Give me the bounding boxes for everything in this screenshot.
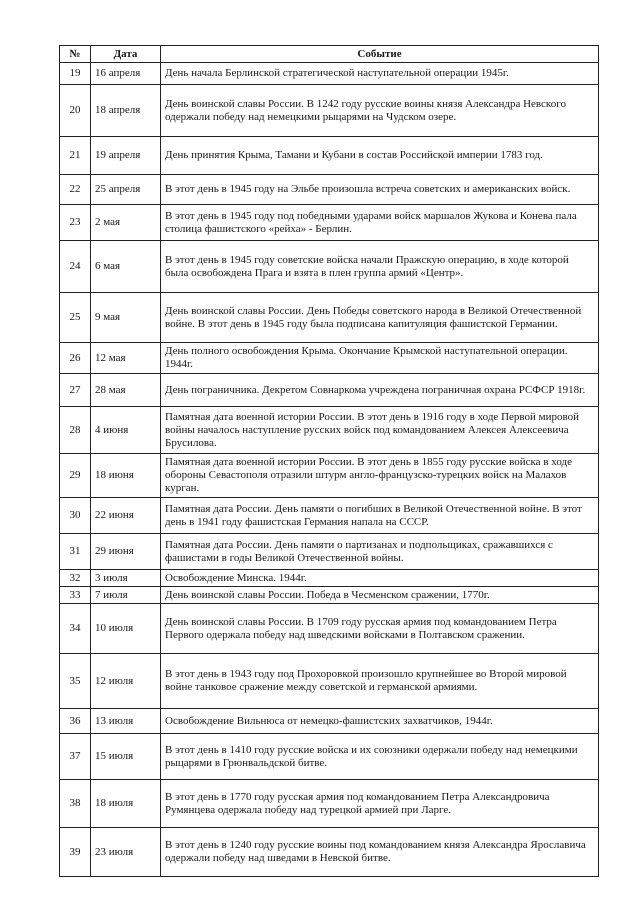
row-num: 35 xyxy=(60,654,91,709)
row-event: Освобождение Минска. 1944г. xyxy=(161,570,599,587)
row-date: 3 июля xyxy=(91,570,161,587)
table-row xyxy=(60,407,599,454)
row-event: В этот день в 1945 году под победными ударами войск маршалов Жукова и Конева пала столица фашистского «рейха» - Берлин. xyxy=(161,205,599,241)
table-row xyxy=(60,828,599,877)
table-row xyxy=(60,709,599,734)
header-date: Дата xyxy=(91,46,161,63)
row-num: 37 xyxy=(60,734,91,780)
row-event: День принятия Крыма, Тамани и Кубани в состав Российской империи 1783 год. xyxy=(161,137,599,175)
table-row xyxy=(60,654,599,709)
table-row xyxy=(60,587,599,604)
table-row xyxy=(60,85,599,137)
row-date: 12 июля xyxy=(91,654,161,709)
row-date: 15 июля xyxy=(91,734,161,780)
row-event: В этот день в 1945 году на Эльбе произошла встреча советских и американских войск. xyxy=(161,175,599,205)
header-row xyxy=(60,46,599,63)
row-date: 6 мая xyxy=(91,241,161,293)
table-row xyxy=(60,137,599,175)
row-event: В этот день в 1410 году русские войска и их союзники одержали победу над немецкими рыцарями в Грюнвальдской битве. xyxy=(161,734,599,780)
row-event: В этот день в 1240 году русские воины под командованием князя Александра Ярославича одержали победу над шведами в Невской битве. xyxy=(161,828,599,877)
header-event: Событие xyxy=(161,46,599,63)
events-table xyxy=(59,45,599,877)
row-num: 32 xyxy=(60,570,91,587)
row-event: В этот день в 1943 году под Прохоровкой произошло крупнейшее во Второй мировой войне танковое сражение между советской и германской армиями. xyxy=(161,654,599,709)
row-date: 7 июля xyxy=(91,587,161,604)
row-num: 39 xyxy=(60,828,91,877)
table-row xyxy=(60,205,599,241)
table-row xyxy=(60,534,599,570)
table-row xyxy=(60,241,599,293)
row-num: 28 xyxy=(60,407,91,454)
table-row xyxy=(60,343,599,374)
row-date: 23 июля xyxy=(91,828,161,877)
row-date: 29 июня xyxy=(91,534,161,570)
row-num: 26 xyxy=(60,343,91,374)
row-num: 34 xyxy=(60,604,91,654)
row-num: 36 xyxy=(60,709,91,734)
table-row xyxy=(60,734,599,780)
row-event: День воинской славы России. В 1242 году русские воины князя Александра Невского одержали победу над немецкими рыцарями на Чудском озере. xyxy=(161,85,599,137)
row-event: В этот день в 1945 году советские войска начали Пражскую операцию, в ходе которой была освобождена Прага и взята в плен группа армий «Центр». xyxy=(161,241,599,293)
row-event: День воинской славы России. Победа в Чесменском сражении, 1770г. xyxy=(161,587,599,604)
row-date: 18 июля xyxy=(91,780,161,828)
header-num: № xyxy=(60,46,91,63)
row-num: 27 xyxy=(60,374,91,407)
row-num: 38 xyxy=(60,780,91,828)
row-num: 19 xyxy=(60,63,91,85)
row-date: 10 июля xyxy=(91,604,161,654)
row-event: Памятная дата военной истории России. В этот день в 1855 году русские войска в ходе обороны Севастополя отразили штурм англо-французско-турецких войск на Малахов курган. xyxy=(161,454,599,498)
table-row xyxy=(60,570,599,587)
row-date: 12 мая xyxy=(91,343,161,374)
row-date: 2 мая xyxy=(91,205,161,241)
row-date: 28 мая xyxy=(91,374,161,407)
row-date: 18 апреля xyxy=(91,85,161,137)
row-event: Освобождение Вильнюса от немецко-фашистских захватчиков, 1944г. xyxy=(161,709,599,734)
row-date: 18 июня xyxy=(91,454,161,498)
row-event: День начала Берлинской стратегической наступательной операции 1945г. xyxy=(161,63,599,85)
table-row xyxy=(60,604,599,654)
row-date: 13 июля xyxy=(91,709,161,734)
row-event: День воинской славы России. День Победы советского народа в Великой Отечественной войне. В этот день в 1945 году была подписана капитуляция фашистской Германии. xyxy=(161,293,599,343)
row-event: День воинской славы России. В 1709 году русская армия под командованием Петра Первого одержала победу над шведскими войсками в Полтавском сражении. xyxy=(161,604,599,654)
table-row xyxy=(60,454,599,498)
row-num: 30 xyxy=(60,498,91,534)
table-row xyxy=(60,293,599,343)
row-event: Памятная дата России. День памяти о партизанах и подпольщиках, сражавшихся с фашистами в годы Великой Отечественной войны. xyxy=(161,534,599,570)
row-event: В этот день в 1770 году русская армия под командованием Петра Александровича Румянцева одержала победу над турецкой армией при Ларге. xyxy=(161,780,599,828)
row-event: Памятная дата военной истории России. В этот день в 1916 году в ходе Первой мировой войны началось наступление русских войск под командованием Алексея Алексеевича Брусилова. xyxy=(161,407,599,454)
row-num: 31 xyxy=(60,534,91,570)
row-date: 22 июня xyxy=(91,498,161,534)
row-date: 4 июня xyxy=(91,407,161,454)
row-num: 24 xyxy=(60,241,91,293)
row-date: 19 апреля xyxy=(91,137,161,175)
row-date: 16 апреля xyxy=(91,63,161,85)
table-row xyxy=(60,63,599,85)
row-date: 9 мая xyxy=(91,293,161,343)
row-date: 25 апреля xyxy=(91,175,161,205)
row-num: 22 xyxy=(60,175,91,205)
table-row xyxy=(60,498,599,534)
row-event: День пограничника. Декретом Совнаркома учреждена пограничная охрана РСФСР 1918г. xyxy=(161,374,599,407)
row-num: 29 xyxy=(60,454,91,498)
row-num: 21 xyxy=(60,137,91,175)
row-event: Памятная дата России. День памяти о погибших в Великой Отечественной войне. В этот день в 1941 году фашистская Германия напала на СССР. xyxy=(161,498,599,534)
row-num: 33 xyxy=(60,587,91,604)
row-num: 20 xyxy=(60,85,91,137)
table-row xyxy=(60,374,599,407)
row-num: 25 xyxy=(60,293,91,343)
row-num: 23 xyxy=(60,205,91,241)
table-row xyxy=(60,175,599,205)
row-event: День полного освобождения Крыма. Окончание Крымской наступательной операции. 1944г. xyxy=(161,343,599,374)
table-row xyxy=(60,780,599,828)
